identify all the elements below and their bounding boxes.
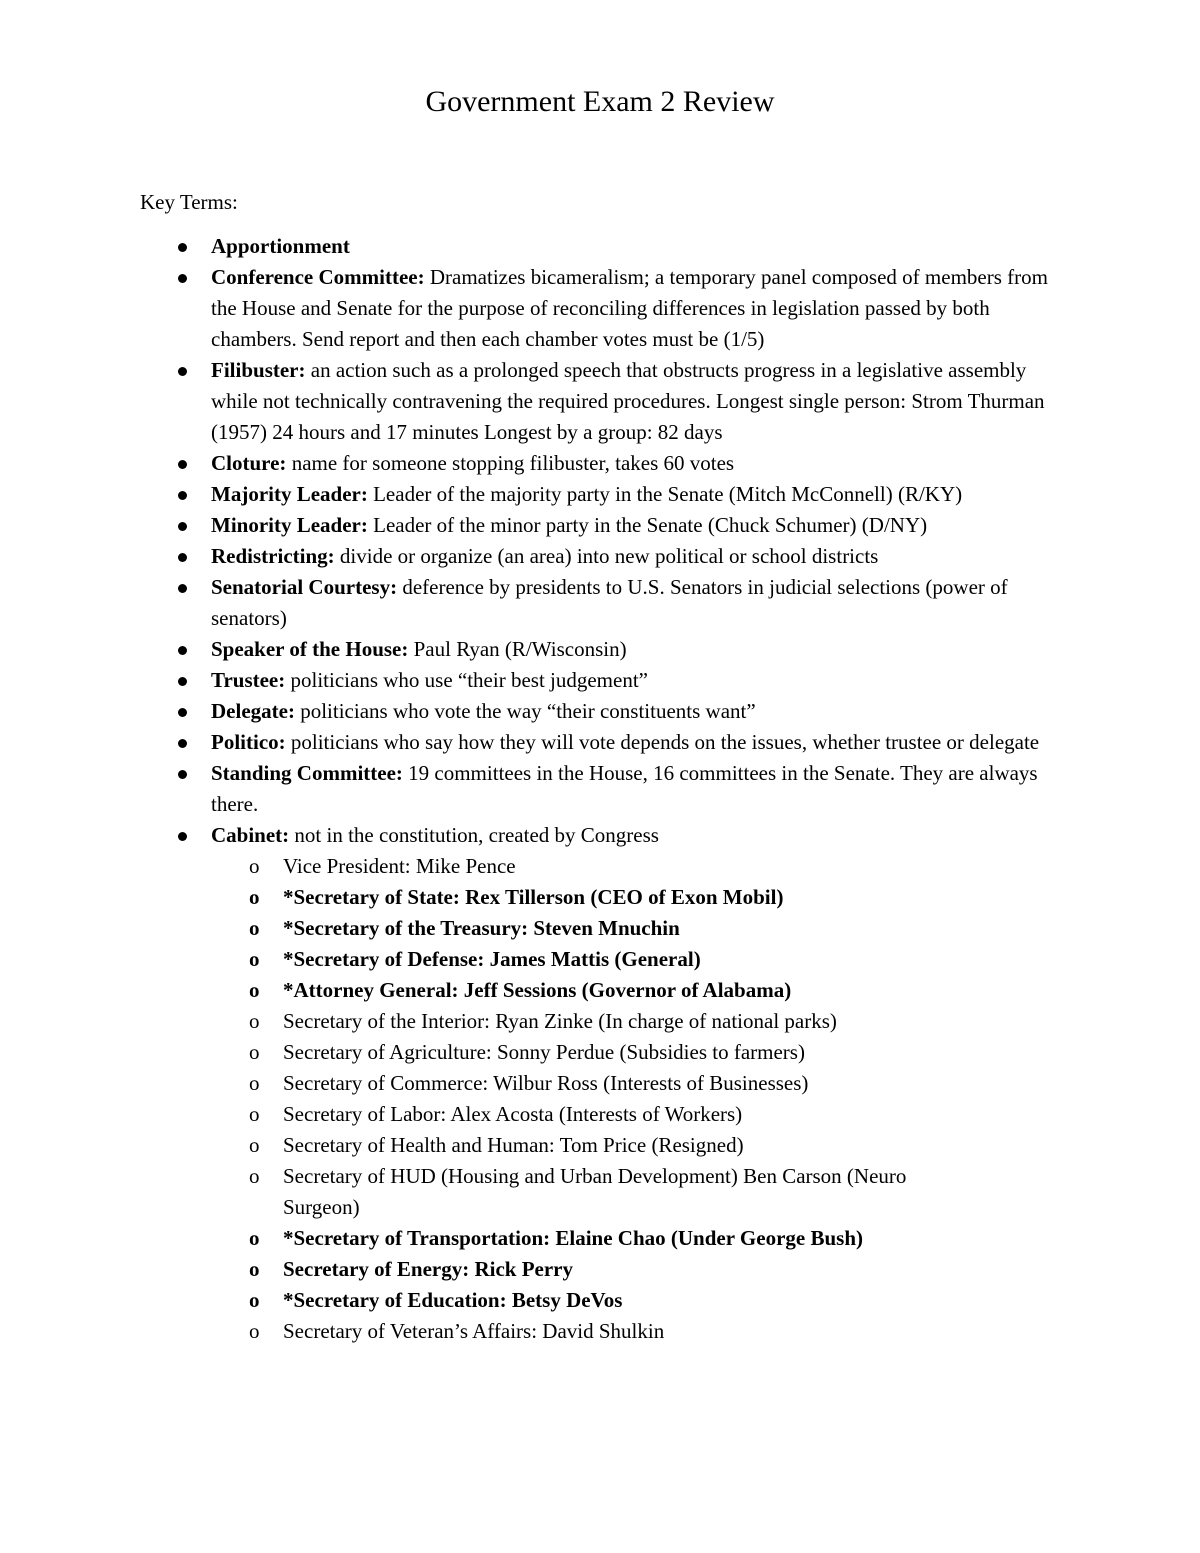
term-name: Cloture:: [211, 451, 287, 475]
cabinet-item: [211, 1037, 1070, 1068]
term-desc: Leader of the majority party in the Senate (Mitch McConnell) (R/KY): [367, 482, 963, 506]
term-name: Apportionment: [211, 234, 350, 258]
circle-bullet-icon: o: [249, 885, 260, 909]
cabinet-list: [211, 851, 1070, 1347]
circle-bullet-icon: o: [249, 1102, 260, 1126]
term-name: Filibuster:: [211, 358, 306, 382]
circle-bullet-icon: o: [249, 1164, 260, 1188]
cabinet-item-text: Secretary of Agriculture: Sonny Perdue (Subsidies to farmers): [283, 1040, 805, 1064]
cabinet-item: [211, 1316, 1070, 1347]
term-name: Cabinet:: [211, 823, 290, 847]
term-desc: 19 committees in the House, 16 committees in the Senate. They are always there.: [211, 761, 1038, 816]
term-name: Delegate:: [211, 699, 295, 723]
term-desc: Dramatizes bicameralism; a temporary panel composed of members from the House and Senate for the purpose of reconciling differences in legislation passed by both chambers. Send report and then each chamber votes must be (1/5): [211, 265, 1048, 351]
term-item: [0, 727, 1200, 758]
cabinet-item-text: Secretary of Health and Human: Tom Price (Resigned): [283, 1133, 744, 1157]
circle-bullet-icon: o: [249, 854, 260, 878]
circle-bullet-icon: o: [249, 1071, 260, 1095]
term-name: Majority Leader:: [211, 482, 368, 506]
term-desc: divide or organize (an area) into new political or school districts: [334, 544, 879, 568]
term-name: Standing Committee:: [211, 761, 403, 785]
term-name: Trustee:: [211, 668, 286, 692]
circle-bullet-icon: o: [249, 947, 260, 971]
cabinet-item: [211, 1161, 1070, 1223]
term-item: [0, 448, 1200, 479]
key-terms-list: [0, 231, 1200, 1347]
term-name: Senatorial Courtesy:: [211, 575, 398, 599]
cabinet-item-text: Secretary of Energy: Rick Perry: [283, 1257, 574, 1281]
term-item: [0, 262, 1200, 355]
circle-bullet-icon: o: [249, 1133, 260, 1157]
circle-bullet-icon: o: [249, 1257, 260, 1281]
term-name: Redistricting:: [211, 544, 335, 568]
term-item: [0, 355, 1200, 448]
cabinet-item: [211, 1006, 1070, 1037]
cabinet-item-text: *Secretary of Defense: James Mattis (General): [283, 947, 701, 971]
cabinet-item: [211, 1099, 1070, 1130]
cabinet-item: [211, 851, 1070, 882]
term-item: [0, 541, 1200, 572]
cabinet-item: [211, 913, 1070, 944]
cabinet-item: [211, 1254, 1070, 1285]
cabinet-item: [211, 1285, 1070, 1316]
term-item: [0, 479, 1200, 510]
cabinet-item: [211, 975, 1070, 1006]
cabinet-item: [211, 1130, 1070, 1161]
cabinet-item: [211, 1068, 1070, 1099]
term-desc: deference by presidents to U.S. Senators in judicial selections (power of senators): [211, 575, 1008, 630]
cabinet-item-text: *Secretary of Transportation: Elaine Chao (Under George Bush): [283, 1226, 864, 1250]
term-item: [0, 572, 1200, 634]
cabinet-item-text: Secretary of HUD (Housing and Urban Development) Ben Carson (Neuro Surgeon): [283, 1164, 907, 1219]
circle-bullet-icon: o: [249, 1288, 260, 1312]
cabinet-item-text: Secretary of Commerce: Wilbur Ross (Interests of Businesses): [283, 1071, 809, 1095]
cabinet-item-text: Secretary of Labor: Alex Acosta (Interests of Workers): [283, 1102, 743, 1126]
circle-bullet-icon: o: [249, 1040, 260, 1064]
term-item: [0, 665, 1200, 696]
cabinet-item-text: *Secretary of State: Rex Tillerson (CEO of Exon Mobil): [283, 885, 784, 909]
term-name: Politico:: [211, 730, 286, 754]
term-name: Conference Committee:: [211, 265, 425, 289]
circle-bullet-icon: o: [249, 1226, 260, 1250]
circle-bullet-icon: o: [249, 1009, 260, 1033]
cabinet-item-text: Secretary of Veteran’s Affairs: David Shulkin: [283, 1319, 665, 1343]
term-item: [0, 758, 1200, 820]
cabinet-item-text: *Secretary of Education: Betsy DeVos: [283, 1288, 623, 1312]
term-desc: politicians who use “their best judgement”: [285, 668, 648, 692]
cabinet-item-text: *Attorney General: Jeff Sessions (Governor of Alabama): [283, 978, 792, 1002]
term-item: [0, 634, 1200, 665]
term-item: [0, 231, 1200, 262]
term-desc: Paul Ryan (R/Wisconsin): [408, 637, 627, 661]
cabinet-item-text: Secretary of the Interior: Ryan Zinke (In charge of national parks): [283, 1009, 837, 1033]
circle-bullet-icon: o: [249, 1319, 260, 1343]
term-item-cabinet: [0, 820, 1200, 1347]
term-desc: name for someone stopping filibuster, takes 60 votes: [286, 451, 735, 475]
circle-bullet-icon: o: [249, 978, 260, 1002]
term-desc: an action such as a prolonged speech that obstructs progress in a legislative assembly while not technically contravening the required procedures. Longest single person: Strom Thurman (1957) 24 hours and 17 minutes Longest by a group: 82 days: [211, 358, 1045, 444]
term-desc: politicians who say how they will vote depends on the issues, whether trustee or delegate: [285, 730, 1040, 754]
cabinet-item: [211, 1223, 1070, 1254]
section-label: Key Terms:: [140, 190, 238, 214]
cabinet-item-text: *Secretary of the Treasury: Steven Mnuchin: [283, 916, 680, 940]
term-item: [0, 696, 1200, 727]
cabinet-item-text: Vice President: Mike Pence: [283, 854, 516, 878]
document-title: Government Exam 2 Review: [425, 85, 775, 118]
term-item: [0, 510, 1200, 541]
circle-bullet-icon: o: [249, 916, 260, 940]
term-name: Speaker of the House:: [211, 637, 409, 661]
term-desc: not in the constitution, created by Congress: [289, 823, 659, 847]
term-name: Minority Leader:: [211, 513, 368, 537]
term-desc: politicians who vote the way “their constituents want”: [294, 699, 756, 723]
cabinet-item: [211, 944, 1070, 975]
cabinet-item: [211, 882, 1070, 913]
term-desc: Leader of the minor party in the Senate (Chuck Schumer) (D/NY): [367, 513, 928, 537]
